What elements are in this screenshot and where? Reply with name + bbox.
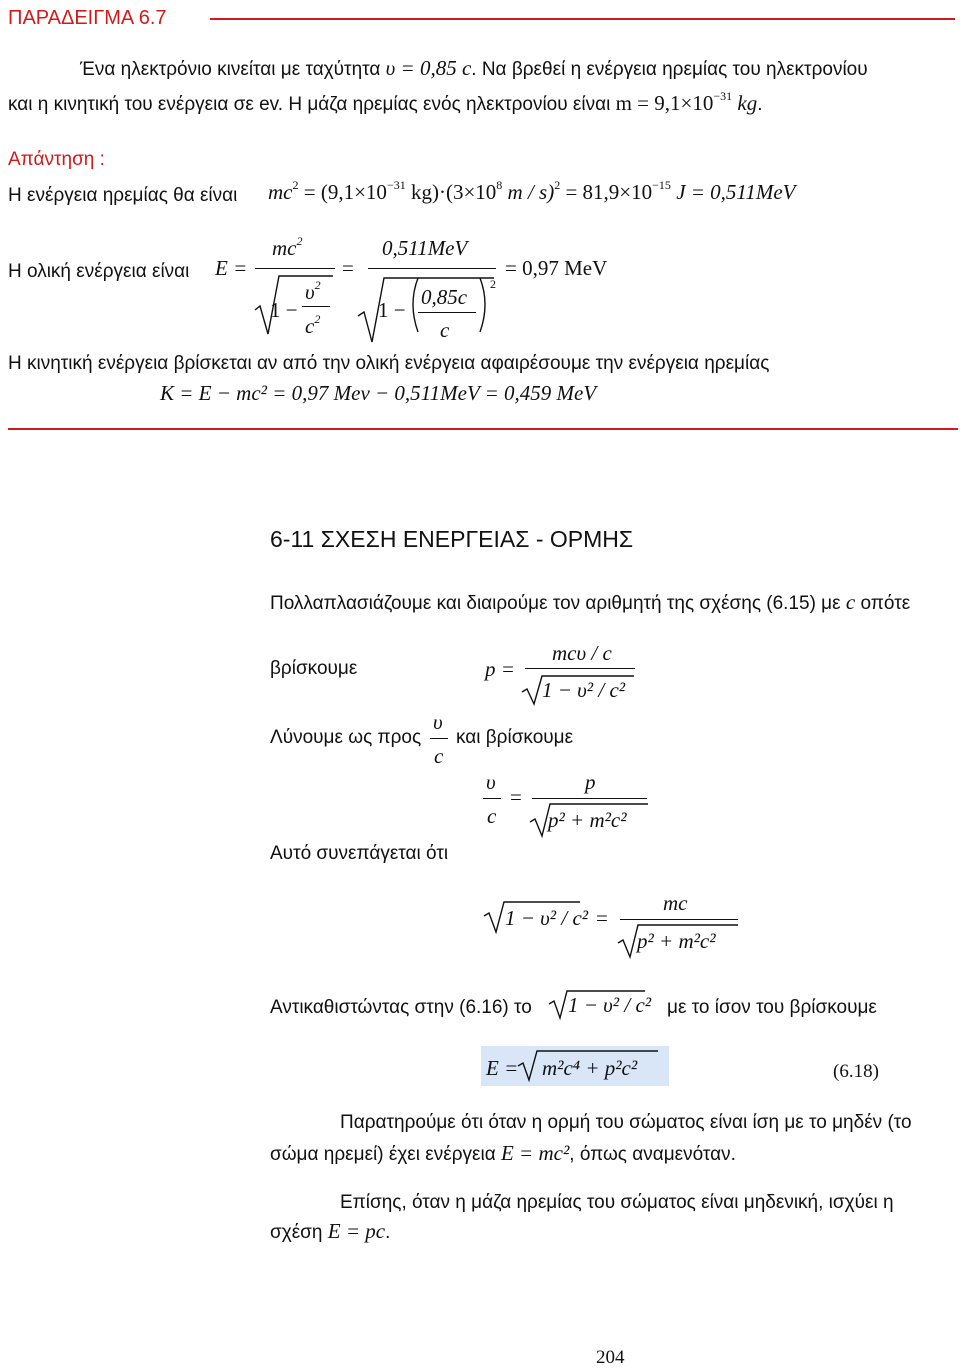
solve-label-b: και βρίσκουμε: [456, 727, 574, 748]
eq4-lhs: E =: [486, 1056, 519, 1080]
total-eq-sign-2: =: [342, 256, 354, 280]
total-den2-one: 1 −: [378, 298, 406, 322]
total-den2-inner-c: c: [440, 318, 450, 342]
example-title: ΠΑΡΑΔΕΙΓΜΑ 6.7: [8, 7, 167, 29]
paragraph-multiply: Πολλαπλασιάζουμε και διαιρούμε τον αριθμητή της σχέσης (6.15) με c οπότε: [270, 590, 911, 614]
eq1-bar: [525, 668, 635, 669]
total-frac1-numerator: $mc^2$: [272, 234, 303, 260]
eq3-numerator: mc: [663, 891, 688, 915]
kinetic-energy-equation: K = E − mc² = 0,97 Mev − 0,511MeV = 0,459 MeV: [160, 381, 597, 405]
eq1-denominator: 1 − υ² / c²: [542, 678, 626, 702]
eq3-bar: [620, 919, 738, 920]
solve-frac-bar: [430, 738, 448, 739]
eq2-lhs-den: c: [487, 804, 497, 828]
problem-line-2: και η κινητική του ενέργεια σε ev. Η μάζα ηρεμίας ενός ηλεκτρονίου είναι $m = 9,1\times 10^{-31}$ kg.: [8, 89, 763, 115]
paren-exponent: 2: [490, 277, 496, 291]
header-rule: [210, 18, 955, 20]
observation-1-line-1: Παρατηρούμε ότι όταν η ορμή του σώματος είναι ίση με το μηδέν (το: [340, 1112, 912, 1133]
speed-equation: υ = 0,85 c: [385, 56, 472, 80]
total-den2-inner-bar: [418, 312, 476, 313]
eq3-equals: =: [596, 906, 608, 930]
find-label: βρίσκουμε: [270, 658, 358, 679]
page-number: 204: [596, 1347, 625, 1368]
answer-heading: Απάντηση :: [8, 149, 105, 170]
eq2-rhs-num: p: [585, 770, 596, 794]
mass-equation: $m = 9,1\times 10^{-31}$ kg: [615, 89, 758, 115]
section-title: 6-11 ΣΧΕΣΗ ΕΝΕΡΓΕΙΑΣ - ΟΡΜΗΣ: [270, 526, 634, 552]
paren-open: [408, 276, 420, 336]
problem-text-1b: . Να βρεθεί η ενέργεια ηρεμίας του ηλεκτρονίου: [471, 59, 868, 80]
rest-energy-label: Η ενέργεια ηρεμίας θα είναι: [8, 185, 238, 206]
total-den1-inner-bar: [302, 306, 330, 307]
kinetic-energy-text: Η κινητική ενέργεια βρίσκεται αν από την ολική ενέργεια αφαιρέσουμε την ενέργεια ηρεμίας: [8, 353, 770, 374]
eq3-denominator: p² + m²c²: [637, 929, 716, 953]
problem-text-1a: Ένα ηλεκτρόνιο κινείται με ταχύτητα: [80, 59, 381, 80]
eq4-number: (6.18): [833, 1061, 879, 1082]
paren-close: [478, 276, 490, 336]
section-divider: [8, 428, 958, 430]
substitute-sqrt-expr: 1 − υ² / c²: [568, 993, 652, 1017]
substitute-text-a: Αντικαθιστώντας στην (6.16) το: [270, 997, 532, 1018]
eq2-rhs-bar: [532, 798, 647, 799]
total-frac2-bar: [368, 268, 496, 269]
eq3-lhs: 1 − υ² / c²: [505, 906, 589, 930]
substitute-text-b: με το ίσον του βρίσκουμε: [667, 997, 877, 1018]
eq2-lhs-bar: [483, 798, 501, 799]
observation-2-line-2: σχέση E = pc.: [270, 1219, 391, 1243]
total-den1-v: $\upsilon^2$: [305, 278, 321, 304]
total-energy-result: = 0,97 MeV: [505, 256, 608, 280]
total-energy-label: Η ολική ενέργεια είναι: [8, 261, 190, 282]
solve-frac-num: υ: [433, 710, 443, 734]
observation-2-line-1: Επίσης, όταν η μάζα ηρεμίας του σώματος είναι μηδενική, ισχύει η: [340, 1192, 894, 1213]
solve-label: Λύνουμε ως προς: [270, 727, 422, 748]
rest-energy-equation: $mc^2 = (9,1\times 10^{-31}$ $kg)\cdot(3\times 10^8$ $m / s)^2 = 81,9\times 10^{-15}$ J = 0,511MeV: [268, 178, 796, 204]
eq2-rhs-den: p² + m²c²: [548, 808, 627, 832]
eq1-numerator: mcυ / c: [552, 641, 612, 665]
observation-1-line-2: σώμα ηρεμεί) έχει ενέργεια E = mc², όπως αναμενόταν.: [270, 1141, 736, 1165]
total-den2-inner-num: 0,85c: [421, 285, 468, 309]
total-frac2-numerator: 0,511MeV: [382, 236, 468, 260]
total-energy-E: E =: [215, 256, 248, 280]
eq4-rhs: m²c⁴ + p²c²: [542, 1056, 638, 1080]
follows-label: Αυτό συνεπάγεται ότι: [270, 843, 449, 864]
problem-line-1: [80, 58, 868, 79]
problem-text-2a: και η κινητική του ενέργεια σε ev. Η μάζα ηρεμίας ενός ηλεκτρονίου είναι: [8, 94, 611, 115]
eq2-equals: =: [510, 785, 522, 809]
total-den1-c: $c^2$: [305, 312, 321, 338]
eq2-lhs-num: υ: [486, 770, 496, 794]
solve-frac-den: c: [434, 744, 444, 768]
total-den1-one: 1 −: [270, 298, 298, 322]
total-frac1-bar: [255, 268, 335, 269]
eq1-lhs: p =: [485, 657, 515, 681]
